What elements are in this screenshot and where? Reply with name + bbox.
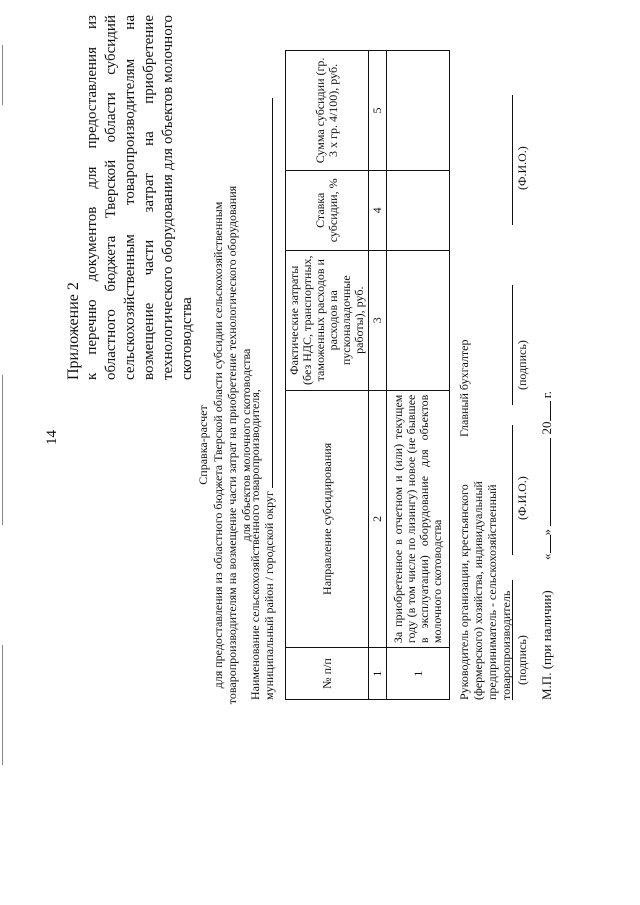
head-signature-line[interactable]: [512, 580, 513, 700]
signature-caption: (подпись): [515, 340, 529, 390]
row-direction: За приобретенное в отчетном и (или) текущем году (в том числе по лизингу) новое (не бывшее в эксплуатации) оборудование для объектов молочного скотоводства: [387, 390, 450, 647]
producer-name-label: [248, 389, 262, 700]
column-numbers-row: [369, 51, 387, 700]
table-header-row: [286, 51, 369, 700]
document-title: Справка-расчет: [196, 405, 210, 485]
subsidy-table: [285, 50, 450, 700]
row-num: 1: [387, 648, 450, 700]
row-amount[interactable]: [387, 51, 450, 171]
chief-accountant-label: Главный бухгалтер: [457, 339, 471, 437]
district-blank-line: [272, 98, 273, 488]
accountant-fio-line[interactable]: [512, 95, 513, 225]
district-text: муниципальный район / городской округ: [262, 491, 276, 700]
top-edge-marks: [2, 0, 8, 905]
year-suffix: г.: [539, 391, 554, 399]
accountant-signature-line[interactable]: [512, 285, 513, 405]
fio-caption: (Ф.И.О.): [515, 146, 529, 190]
header-rate: Ставка субсидии, %: [286, 170, 369, 250]
month-blank[interactable]: [550, 438, 551, 526]
appendix-title: Приложение 2: [65, 282, 82, 380]
column-number: 2: [369, 390, 387, 647]
appendix-text: к перечню документов для предоставления из областного бюджета Тверской области субсидий сельскохозяйственным товаропроизводителям на возмещение части затрат на приобретение технологического оборудования для объектов молочного скотоводства: [84, 15, 195, 380]
header-actual-costs: Фактические затраты (без НДС, транспортных, таможенных расходов и расходов на пусконаладочные работы), руб.: [286, 250, 369, 390]
date-open-quote: «: [539, 553, 554, 560]
document-subtitle: для предоставления из областного бюджета Тверской области субсидии сельскохозяйственным товаропроизводителям на возмещение части затрат на приобретение технологического оборудования для объектов молочного скотоводства: [211, 185, 253, 705]
head-label: Руководитель организации, крестьянского (фермерского) хозяйства, индивидуальный предприниматель - сельскохозяйственный товаропроизводитель: [457, 481, 513, 700]
header-direction: Направление субсидирования: [286, 390, 369, 647]
signature-caption: (подпись): [515, 635, 529, 685]
year-blank[interactable]: [550, 402, 551, 422]
row-actual-costs[interactable]: [387, 250, 450, 390]
head-fio-line[interactable]: [512, 425, 513, 555]
column-number: 4: [369, 170, 387, 250]
stamp-label: М.П. (при наличии): [539, 590, 554, 700]
year-prefix: 20: [539, 421, 554, 435]
date-line: [540, 391, 554, 560]
column-number: 5: [369, 51, 387, 171]
column-number: 3: [369, 250, 387, 390]
fio-caption: (Ф.И.О.): [515, 476, 529, 520]
date-close-quote: »: [539, 529, 554, 536]
district-label: [262, 98, 276, 700]
column-number: 1: [369, 648, 387, 700]
header-num: № п/п: [286, 648, 369, 700]
day-blank[interactable]: [550, 536, 551, 554]
producer-name-text: Наименование сельскохозяйственного товаропроизводителя,: [248, 389, 262, 700]
row-rate[interactable]: [387, 170, 450, 250]
page-number: 14: [44, 430, 60, 445]
table-row: [387, 51, 450, 700]
header-amount: Сумма субсидии (гр. 3 х гр. 4/100), руб.: [286, 51, 369, 171]
appendix-block: [64, 15, 197, 380]
